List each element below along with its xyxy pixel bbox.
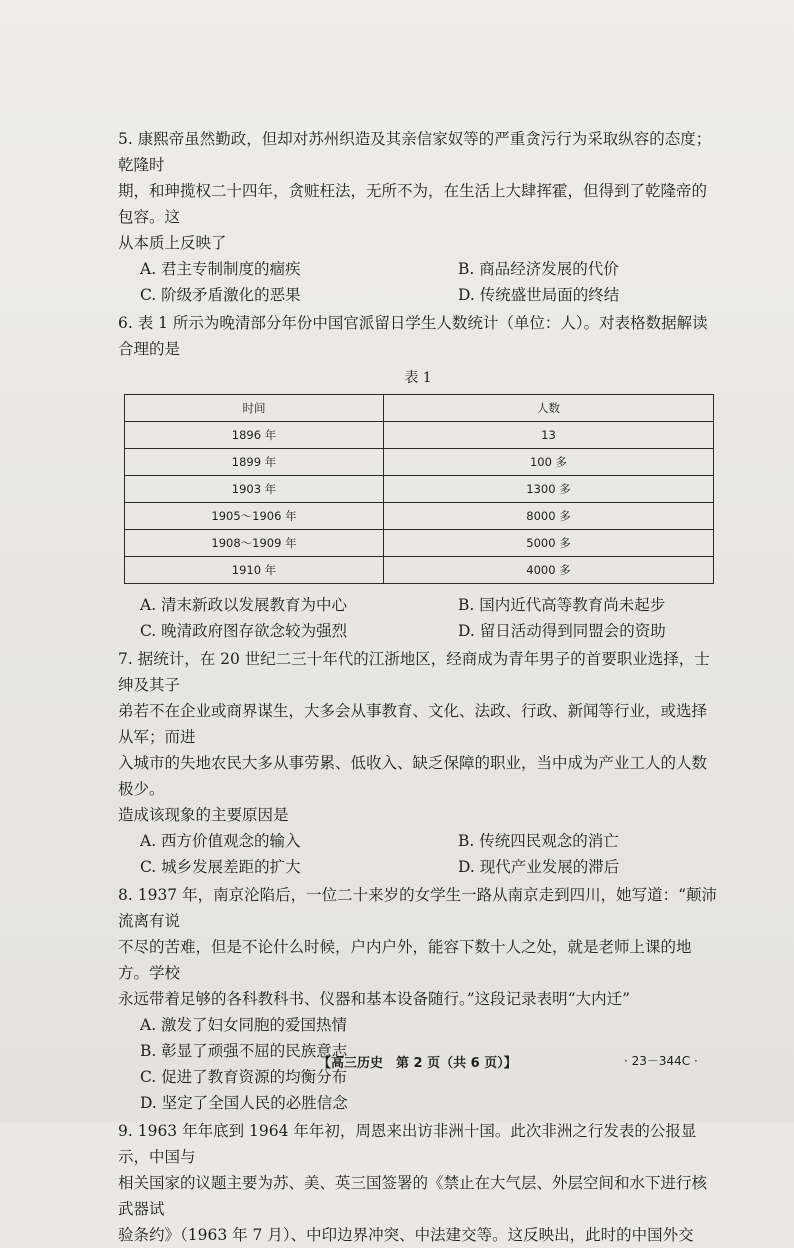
question-8-stem-line: 8. 1937 年，南京沦陷后，一位二十来岁的女学生一路从南京走到四川，她写道：“颠沛流离有说 bbox=[118, 886, 718, 930]
option-a: A. 激发了妇女同胞的爱国热情 bbox=[140, 1016, 348, 1034]
option-c: C. 阶级矛盾激化的恶果 bbox=[140, 286, 301, 304]
table-row bbox=[125, 449, 714, 476]
question-6 bbox=[118, 310, 718, 644]
question-9-stem-line: 验条约》（1963 年 7 月）、中印边界冲突、中法建交等。这反映出，此时的中国外交 bbox=[118, 1226, 694, 1244]
option-b: B. 商品经济发展的代价 bbox=[458, 260, 619, 278]
table-cell-count: 5000 多 bbox=[384, 530, 714, 557]
table-header-time: 时间 bbox=[125, 395, 384, 422]
table-cell-time: 1899 年 bbox=[125, 449, 384, 476]
question-5-stem-line: 5. 康熙帝虽然勤政，但却对苏州织造及其亲信家奴等的严重贪污行为采取纵容的态度；乾隆时 bbox=[118, 130, 712, 174]
question-8 bbox=[118, 882, 718, 1116]
option-c: C. 促进了教育资源的均衡分布 bbox=[140, 1068, 348, 1086]
data-table bbox=[124, 394, 714, 584]
question-5-stem-line: 期，和珅揽权二十四年，贪赃枉法，无所不为，在生活上大肆挥霍，但得到了乾隆帝的包容。这 bbox=[118, 182, 708, 226]
question-7 bbox=[118, 646, 718, 880]
table-cell-time: 1905～1906 年 bbox=[125, 503, 384, 530]
footer-exam-code: · 23－344C · bbox=[624, 1054, 698, 1068]
table-row bbox=[125, 422, 714, 449]
option-a: A. 清末新政以发展教育为中心 bbox=[140, 596, 348, 614]
question-7-options bbox=[140, 828, 718, 880]
table-cell-time: 1908～1909 年 bbox=[125, 530, 384, 557]
table-cell-time: 1896 年 bbox=[125, 422, 384, 449]
table-title: 表 1 bbox=[404, 370, 432, 386]
table-row bbox=[125, 557, 714, 584]
footer-page-info: 【高三历史 第 2 页（共 6 页）】 bbox=[318, 1056, 517, 1071]
question-6-options bbox=[140, 592, 718, 644]
table-cell-count: 1300 多 bbox=[384, 476, 714, 503]
table-cell-count: 8000 多 bbox=[384, 503, 714, 530]
table-row bbox=[125, 476, 714, 503]
option-d: D. 现代产业发展的滞后 bbox=[458, 858, 620, 876]
option-a: A. 西方价值观念的输入 bbox=[140, 832, 301, 850]
question-9 bbox=[118, 1118, 718, 1248]
table-cell-count: 100 多 bbox=[384, 449, 714, 476]
page-content bbox=[118, 126, 718, 1248]
option-c: C. 晚清政府图存欲念较为强烈 bbox=[140, 622, 348, 640]
question-5-stem-line: 从本质上反映了 bbox=[118, 234, 227, 252]
question-6-stem-line: 6. 表 1 所示为晚清部分年份中国官派留日学生人数统计（单位：人）。对表格数据解读合理的是 bbox=[118, 314, 708, 358]
option-b: B. 传统四民观念的消亡 bbox=[458, 832, 619, 850]
option-d: D. 传统盛世局面的终结 bbox=[458, 286, 620, 304]
question-8-stem-line: 永远带着足够的各科教科书、仪器和基本设备随行。”这段记录表明“大内迁” bbox=[118, 990, 631, 1008]
question-5 bbox=[118, 126, 718, 308]
table-header-count: 人数 bbox=[384, 395, 714, 422]
table-row bbox=[125, 503, 714, 530]
question-5-options bbox=[140, 256, 718, 308]
option-b: B. 国内近代高等教育尚未起步 bbox=[458, 596, 666, 614]
option-a: A. 君主专制制度的痼疾 bbox=[140, 260, 301, 278]
option-c: C. 城乡发展差距的扩大 bbox=[140, 858, 301, 876]
table-cell-time: 1910 年 bbox=[125, 557, 384, 584]
table-row bbox=[125, 530, 714, 557]
question-8-stem-line: 不尽的苦难，但是不论什么时候，户内户外，能容下数十人之处，就是老师上课的地方。学校 bbox=[118, 938, 692, 982]
question-9-stem-line: 9. 1963 年年底到 1964 年年初，周恩来出访非洲十国。此次非洲之行发表的公报显示，中国与 bbox=[118, 1122, 697, 1166]
option-d: D. 留日活动得到同盟会的资助 bbox=[458, 622, 666, 640]
table-header-row bbox=[125, 395, 714, 422]
question-7-stem-line: 造成该现象的主要原因是 bbox=[118, 806, 289, 824]
table-cell-count: 4000 多 bbox=[384, 557, 714, 584]
option-d: D. 坚定了全国人民的必胜信念 bbox=[140, 1094, 348, 1112]
page-footer bbox=[0, 1052, 794, 1076]
question-9-stem-line: 相关国家的议题主要为苏、美、英三国签署的《禁止在大气层、外层空间和水下进行核武器试 bbox=[118, 1174, 708, 1218]
question-7-stem-line: 弟若不在企业或商界谋生，大多会从事教育、文化、法政、行政、新闻等行业，或选择从军；而进 bbox=[118, 702, 708, 746]
question-7-stem-line: 7. 据统计，在 20 世纪二三十年代的江浙地区，经商成为青年男子的首要职业选择，士绅及其子 bbox=[118, 650, 710, 694]
table-cell-time: 1903 年 bbox=[125, 476, 384, 503]
table-cell-count: 13 bbox=[384, 422, 714, 449]
option-b: B. 彰显了顽强不屈的民族意志 bbox=[140, 1042, 348, 1060]
question-7-stem-line: 入城市的失地农民大多从事劳累、低收入、缺乏保障的职业，当中成为产业工人的人数极少。 bbox=[118, 754, 708, 798]
